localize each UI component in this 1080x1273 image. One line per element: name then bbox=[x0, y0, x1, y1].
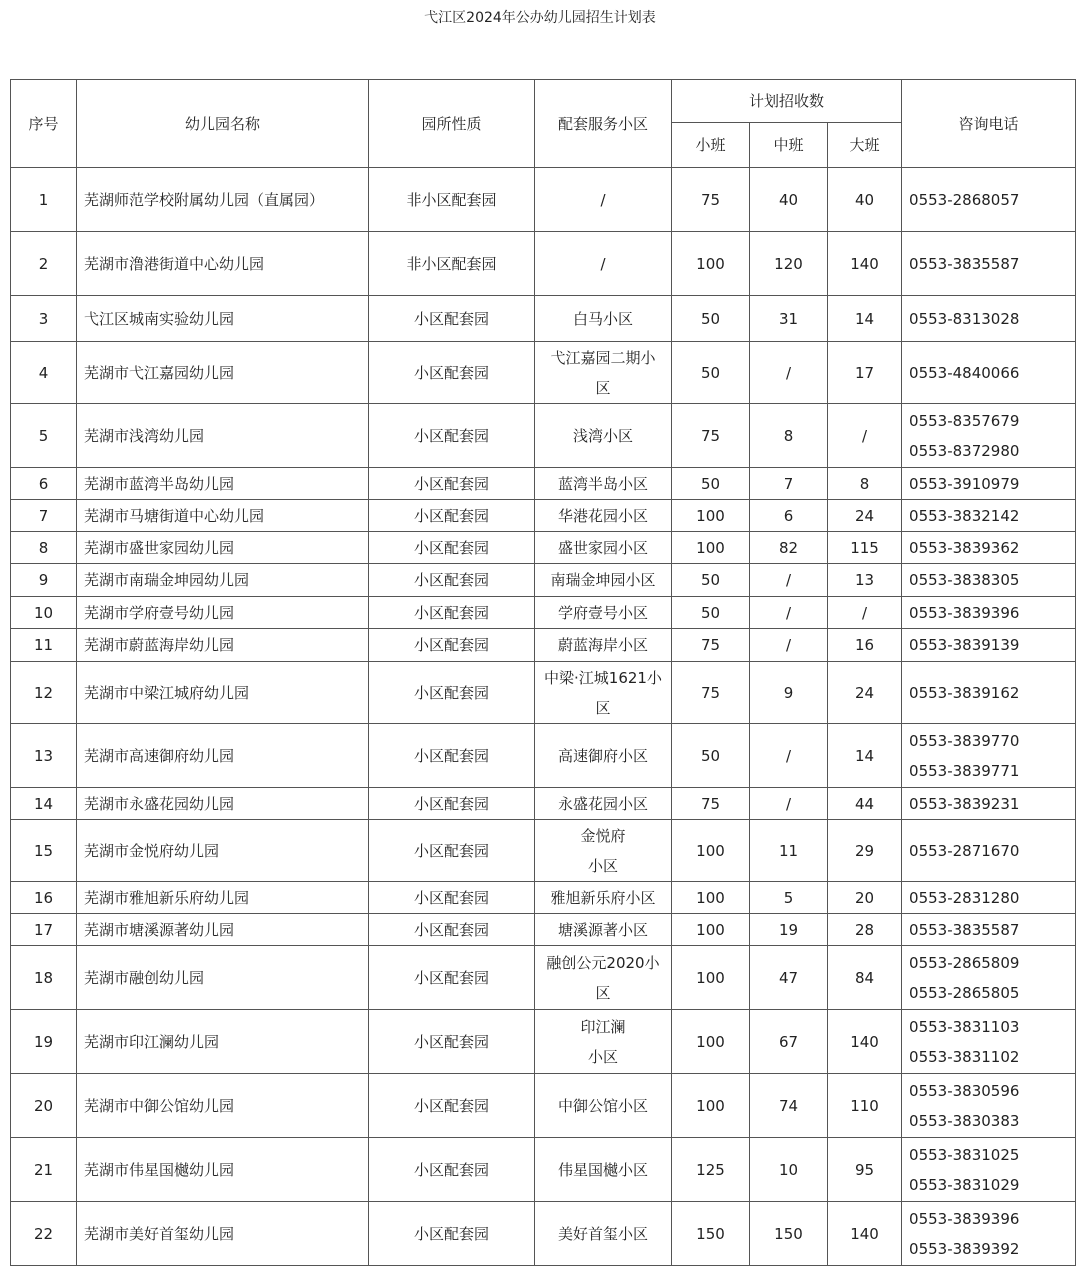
header-community: 配套服务小区 bbox=[535, 80, 672, 168]
large-class-count: 14 bbox=[828, 724, 902, 788]
small-class-count: 150 bbox=[672, 1202, 750, 1266]
community-line: 盛世家园小区 bbox=[557, 538, 648, 557]
contact-phone bbox=[902, 597, 1076, 629]
middle-class-count: 9 bbox=[750, 662, 828, 724]
large-class-count: 84 bbox=[828, 946, 902, 1010]
header-large-class: 大班 bbox=[828, 123, 902, 168]
community-line: 小区 bbox=[587, 1047, 618, 1066]
served-community bbox=[535, 468, 672, 500]
phone-number: 0553-2865805 bbox=[909, 983, 1020, 1002]
contact-phone bbox=[902, 342, 1076, 404]
header-phone: 咨询电话 bbox=[902, 80, 1076, 168]
kindergarten-name: 芜湖市南瑞金坤园幼儿园 bbox=[77, 564, 369, 597]
kindergarten-nature: 小区配套园 bbox=[369, 724, 535, 788]
row-seq: 13 bbox=[11, 724, 77, 788]
kindergarten-nature: 小区配套园 bbox=[369, 820, 535, 882]
enrollment-plan-table bbox=[10, 79, 1076, 1266]
row-seq: 4 bbox=[11, 342, 77, 404]
large-class-count: 29 bbox=[828, 820, 902, 882]
contact-phone bbox=[902, 532, 1076, 564]
phone-number: 0553-3839162 bbox=[909, 683, 1020, 702]
kindergarten-name: 芜湖市中御公馆幼儿园 bbox=[77, 1074, 369, 1138]
large-class-count: 14 bbox=[828, 296, 902, 342]
table-row bbox=[11, 564, 1076, 597]
table-row bbox=[11, 342, 1076, 404]
middle-class-count: 120 bbox=[750, 232, 828, 296]
served-community bbox=[535, 1202, 672, 1266]
header-plan: 计划招收数 bbox=[672, 80, 902, 123]
row-seq: 22 bbox=[11, 1202, 77, 1266]
kindergarten-name: 芜湖市金悦府幼儿园 bbox=[77, 820, 369, 882]
contact-phone bbox=[902, 168, 1076, 232]
kindergarten-name: 芜湖市浅湾幼儿园 bbox=[77, 404, 369, 468]
phone-number: 0553-2865809 bbox=[909, 953, 1020, 972]
kindergarten-nature: 小区配套园 bbox=[369, 500, 535, 532]
phone-number: 0553-3831025 bbox=[909, 1145, 1020, 1164]
served-community bbox=[535, 564, 672, 597]
phone-number: 0553-2868057 bbox=[909, 190, 1020, 209]
phone-number: 0553-3835587 bbox=[909, 920, 1020, 939]
community-line: 区 bbox=[595, 983, 611, 1002]
large-class-count: 110 bbox=[828, 1074, 902, 1138]
middle-class-count: 40 bbox=[750, 168, 828, 232]
community-line: 高速御府小区 bbox=[557, 746, 648, 765]
kindergarten-nature: 小区配套园 bbox=[369, 597, 535, 629]
small-class-count: 100 bbox=[672, 820, 750, 882]
phone-number: 0553-8313028 bbox=[909, 309, 1020, 328]
community-line: 金悦府 bbox=[580, 826, 626, 845]
contact-phone bbox=[902, 629, 1076, 662]
row-seq: 6 bbox=[11, 468, 77, 500]
contact-phone bbox=[902, 914, 1076, 946]
kindergarten-name: 芜湖市中梁江城府幼儿园 bbox=[77, 662, 369, 724]
phone-number: 0553-8357679 bbox=[909, 411, 1020, 430]
page-title: 弋江区2024年公办幼儿园招生计划表 bbox=[424, 10, 656, 26]
kindergarten-nature: 非小区配套园 bbox=[369, 232, 535, 296]
community-line: 白马小区 bbox=[572, 309, 633, 328]
table-row bbox=[11, 500, 1076, 532]
phone-number: 0553-3839396 bbox=[909, 1209, 1020, 1228]
large-class-count: 17 bbox=[828, 342, 902, 404]
kindergarten-name: 芜湖市学府壹号幼儿园 bbox=[77, 597, 369, 629]
middle-class-count: / bbox=[750, 788, 828, 820]
middle-class-count: 6 bbox=[750, 500, 828, 532]
kindergarten-name: 芜湖市弋江嘉园幼儿园 bbox=[77, 342, 369, 404]
phone-number: 0553-3839139 bbox=[909, 636, 1020, 654]
table-row bbox=[11, 597, 1076, 629]
phone-number: 0553-3831102 bbox=[909, 1047, 1020, 1066]
large-class-count: / bbox=[828, 404, 902, 468]
kindergarten-nature: 小区配套园 bbox=[369, 1202, 535, 1266]
served-community bbox=[535, 946, 672, 1010]
kindergarten-name: 芜湖市融创幼儿园 bbox=[77, 946, 369, 1010]
table-row bbox=[11, 532, 1076, 564]
middle-class-count: / bbox=[750, 597, 828, 629]
contact-phone bbox=[902, 564, 1076, 597]
table-row bbox=[11, 629, 1076, 662]
small-class-count: 100 bbox=[672, 1074, 750, 1138]
table-row bbox=[11, 788, 1076, 820]
row-seq: 20 bbox=[11, 1074, 77, 1138]
row-seq: 1 bbox=[11, 168, 77, 232]
large-class-count: 115 bbox=[828, 532, 902, 564]
served-community bbox=[535, 597, 672, 629]
served-community bbox=[535, 724, 672, 788]
community-line: 学府壹号小区 bbox=[557, 603, 648, 622]
kindergarten-name: 芜湖市伟星国樾幼儿园 bbox=[77, 1138, 369, 1202]
phone-number: 0553-3835587 bbox=[909, 254, 1020, 273]
contact-phone bbox=[902, 662, 1076, 724]
kindergarten-nature: 小区配套园 bbox=[369, 404, 535, 468]
row-seq: 10 bbox=[11, 597, 77, 629]
small-class-count: 100 bbox=[672, 914, 750, 946]
row-seq: 7 bbox=[11, 500, 77, 532]
row-seq: 15 bbox=[11, 820, 77, 882]
kindergarten-name: 芜湖市印江澜幼儿园 bbox=[77, 1010, 369, 1074]
served-community bbox=[535, 342, 672, 404]
small-class-count: 75 bbox=[672, 404, 750, 468]
phone-number: 0553-3831029 bbox=[909, 1175, 1020, 1194]
middle-class-count: 11 bbox=[750, 820, 828, 882]
middle-class-count: / bbox=[750, 629, 828, 662]
row-seq: 19 bbox=[11, 1010, 77, 1074]
row-seq: 12 bbox=[11, 662, 77, 724]
table-row bbox=[11, 946, 1076, 1010]
phone-number: 0553-4840066 bbox=[909, 363, 1020, 382]
kindergarten-name: 芜湖师范学校附属幼儿园（直属园） bbox=[77, 168, 369, 232]
large-class-count: 13 bbox=[828, 564, 902, 597]
contact-phone bbox=[902, 724, 1076, 788]
table-row bbox=[11, 882, 1076, 914]
row-seq: 3 bbox=[11, 296, 77, 342]
large-class-count: 8 bbox=[828, 468, 902, 500]
middle-class-count: 19 bbox=[750, 914, 828, 946]
served-community bbox=[535, 629, 672, 662]
row-seq: 21 bbox=[11, 1138, 77, 1202]
small-class-count: 50 bbox=[672, 342, 750, 404]
table-row bbox=[11, 914, 1076, 946]
served-community bbox=[535, 1074, 672, 1138]
served-community bbox=[535, 296, 672, 342]
table-row bbox=[11, 1074, 1076, 1138]
large-class-count: / bbox=[828, 597, 902, 629]
small-class-count: 75 bbox=[672, 629, 750, 662]
kindergarten-nature: 小区配套园 bbox=[369, 532, 535, 564]
served-community bbox=[535, 168, 672, 232]
middle-class-count: 47 bbox=[750, 946, 828, 1010]
table-row bbox=[11, 1010, 1076, 1074]
large-class-count: 140 bbox=[828, 232, 902, 296]
middle-class-count: 8 bbox=[750, 404, 828, 468]
header-small-class: 小班 bbox=[672, 123, 750, 168]
row-seq: 2 bbox=[11, 232, 77, 296]
community-line: 雅旭新乐府小区 bbox=[550, 888, 656, 907]
kindergarten-nature: 小区配套园 bbox=[369, 629, 535, 662]
large-class-count: 24 bbox=[828, 500, 902, 532]
small-class-count: 100 bbox=[672, 882, 750, 914]
table-row bbox=[11, 468, 1076, 500]
contact-phone bbox=[902, 788, 1076, 820]
row-seq: 8 bbox=[11, 532, 77, 564]
table-row bbox=[11, 168, 1076, 232]
kindergarten-nature: 小区配套园 bbox=[369, 564, 535, 597]
middle-class-count: 82 bbox=[750, 532, 828, 564]
community-line: 区 bbox=[595, 698, 611, 717]
served-community bbox=[535, 500, 672, 532]
middle-class-count: 67 bbox=[750, 1010, 828, 1074]
phone-number: 0553-3831103 bbox=[909, 1017, 1020, 1036]
contact-phone bbox=[902, 820, 1076, 882]
middle-class-count: 74 bbox=[750, 1074, 828, 1138]
header-name: 幼儿园名称 bbox=[77, 80, 369, 168]
contact-phone bbox=[902, 500, 1076, 532]
community-line: / bbox=[600, 190, 606, 209]
kindergarten-name: 芜湖市马塘街道中心幼儿园 bbox=[77, 500, 369, 532]
phone-number: 0553-3910979 bbox=[909, 474, 1020, 493]
community-line: 印江澜 bbox=[580, 1017, 626, 1036]
community-line: / bbox=[600, 254, 606, 273]
kindergarten-name: 芜湖市雅旭新乐府幼儿园 bbox=[77, 882, 369, 914]
contact-phone bbox=[902, 946, 1076, 1010]
phone-number: 0553-3830383 bbox=[909, 1111, 1020, 1130]
phone-number: 0553-3839362 bbox=[909, 538, 1020, 557]
kindergarten-name: 芜湖市盛世家园幼儿园 bbox=[77, 532, 369, 564]
small-class-count: 50 bbox=[672, 468, 750, 500]
small-class-count: 50 bbox=[672, 564, 750, 597]
header-nature: 园所性质 bbox=[369, 80, 535, 168]
phone-number: 0553-3832142 bbox=[909, 506, 1020, 525]
served-community bbox=[535, 662, 672, 724]
contact-phone bbox=[902, 1074, 1076, 1138]
kindergarten-nature: 小区配套园 bbox=[369, 882, 535, 914]
header-seq: 序号 bbox=[11, 80, 77, 168]
row-seq: 5 bbox=[11, 404, 77, 468]
community-line: 塘溪源著小区 bbox=[557, 920, 648, 939]
small-class-count: 75 bbox=[672, 168, 750, 232]
kindergarten-name: 芜湖市蓝湾半岛幼儿园 bbox=[77, 468, 369, 500]
phone-number: 0553-3839396 bbox=[909, 603, 1020, 622]
served-community bbox=[535, 788, 672, 820]
community-line: 中梁·江城1621小 bbox=[544, 668, 662, 687]
small-class-count: 50 bbox=[672, 724, 750, 788]
large-class-count: 24 bbox=[828, 662, 902, 724]
community-line: 蔚蓝海岸小区 bbox=[557, 636, 648, 654]
phone-number: 0553-3839770 bbox=[909, 731, 1020, 750]
large-class-count: 40 bbox=[828, 168, 902, 232]
middle-class-count: / bbox=[750, 564, 828, 597]
table-row bbox=[11, 724, 1076, 788]
row-seq: 14 bbox=[11, 788, 77, 820]
table-row bbox=[11, 232, 1076, 296]
contact-phone bbox=[902, 404, 1076, 468]
small-class-count: 50 bbox=[672, 296, 750, 342]
served-community bbox=[535, 1138, 672, 1202]
served-community bbox=[535, 820, 672, 882]
community-line: 浅湾小区 bbox=[572, 426, 633, 445]
middle-class-count: 150 bbox=[750, 1202, 828, 1266]
served-community bbox=[535, 882, 672, 914]
table-row bbox=[11, 820, 1076, 882]
row-seq: 18 bbox=[11, 946, 77, 1010]
kindergarten-nature: 小区配套园 bbox=[369, 788, 535, 820]
small-class-count: 125 bbox=[672, 1138, 750, 1202]
small-class-count: 100 bbox=[672, 232, 750, 296]
kindergarten-nature: 小区配套园 bbox=[369, 468, 535, 500]
middle-class-count: / bbox=[750, 724, 828, 788]
small-class-count: 75 bbox=[672, 662, 750, 724]
kindergarten-name: 芜湖市塘溪源著幼儿园 bbox=[77, 914, 369, 946]
small-class-count: 100 bbox=[672, 532, 750, 564]
phone-number: 0553-8372980 bbox=[909, 441, 1020, 460]
large-class-count: 20 bbox=[828, 882, 902, 914]
contact-phone bbox=[902, 468, 1076, 500]
contact-phone bbox=[902, 1138, 1076, 1202]
header-middle-class: 中班 bbox=[750, 123, 828, 168]
large-class-count: 140 bbox=[828, 1010, 902, 1074]
phone-number: 0553-2831280 bbox=[909, 888, 1020, 907]
kindergarten-nature: 小区配套园 bbox=[369, 662, 535, 724]
kindergarten-nature: 小区配套园 bbox=[369, 1074, 535, 1138]
middle-class-count: 5 bbox=[750, 882, 828, 914]
community-line: 蓝湾半岛小区 bbox=[557, 474, 648, 493]
middle-class-count: 7 bbox=[750, 468, 828, 500]
large-class-count: 44 bbox=[828, 788, 902, 820]
table-row bbox=[11, 662, 1076, 724]
contact-phone bbox=[902, 882, 1076, 914]
large-class-count: 95 bbox=[828, 1138, 902, 1202]
small-class-count: 100 bbox=[672, 946, 750, 1010]
large-class-count: 16 bbox=[828, 629, 902, 662]
served-community bbox=[535, 532, 672, 564]
header-row bbox=[11, 80, 1076, 123]
row-seq: 16 bbox=[11, 882, 77, 914]
served-community bbox=[535, 232, 672, 296]
table-row bbox=[11, 404, 1076, 468]
phone-number: 0553-2871670 bbox=[909, 841, 1020, 860]
served-community bbox=[535, 1010, 672, 1074]
phone-number: 0553-3839231 bbox=[909, 794, 1020, 813]
row-seq: 9 bbox=[11, 564, 77, 597]
large-class-count: 28 bbox=[828, 914, 902, 946]
row-seq: 17 bbox=[11, 914, 77, 946]
kindergarten-nature: 小区配套园 bbox=[369, 342, 535, 404]
middle-class-count: 31 bbox=[750, 296, 828, 342]
community-line: 美好首玺小区 bbox=[557, 1224, 648, 1243]
contact-phone bbox=[902, 1202, 1076, 1266]
kindergarten-nature: 小区配套园 bbox=[369, 296, 535, 342]
kindergarten-nature: 小区配套园 bbox=[369, 1010, 535, 1074]
kindergarten-name: 芜湖市蔚蓝海岸幼儿园 bbox=[77, 629, 369, 662]
small-class-count: 100 bbox=[672, 1010, 750, 1074]
kindergarten-name: 芜湖市美好首玺幼儿园 bbox=[77, 1202, 369, 1266]
community-line: 华港花园小区 bbox=[557, 506, 648, 525]
kindergarten-nature: 小区配套园 bbox=[369, 914, 535, 946]
phone-number: 0553-3839392 bbox=[909, 1239, 1020, 1258]
community-line: 融创公元2020小 bbox=[546, 953, 660, 972]
community-line: 中御公馆小区 bbox=[557, 1096, 648, 1115]
kindergarten-name: 芜湖市澛港街道中心幼儿园 bbox=[77, 232, 369, 296]
kindergarten-name: 芜湖市高速御府幼儿园 bbox=[77, 724, 369, 788]
middle-class-count: / bbox=[750, 342, 828, 404]
served-community bbox=[535, 914, 672, 946]
phone-number: 0553-3830596 bbox=[909, 1081, 1020, 1100]
contact-phone bbox=[902, 232, 1076, 296]
table-row bbox=[11, 296, 1076, 342]
small-class-count: 50 bbox=[672, 597, 750, 629]
phone-number: 0553-3838305 bbox=[909, 571, 1020, 589]
served-community bbox=[535, 404, 672, 468]
community-line: 区 bbox=[595, 378, 611, 397]
middle-class-count: 10 bbox=[750, 1138, 828, 1202]
community-line: 南瑞金坤园小区 bbox=[550, 571, 656, 589]
kindergarten-nature: 小区配套园 bbox=[369, 946, 535, 1010]
community-line: 伟星国樾小区 bbox=[557, 1160, 648, 1179]
contact-phone bbox=[902, 296, 1076, 342]
kindergarten-name: 弋江区城南实验幼儿园 bbox=[77, 296, 369, 342]
small-class-count: 100 bbox=[672, 500, 750, 532]
table-row bbox=[11, 1138, 1076, 1202]
row-seq: 11 bbox=[11, 629, 77, 662]
kindergarten-nature: 非小区配套园 bbox=[369, 168, 535, 232]
community-line: 小区 bbox=[587, 856, 618, 875]
large-class-count: 140 bbox=[828, 1202, 902, 1266]
community-line: 弋江嘉园二期小 bbox=[550, 348, 656, 367]
kindergarten-name: 芜湖市永盛花园幼儿园 bbox=[77, 788, 369, 820]
kindergarten-nature: 小区配套园 bbox=[369, 1138, 535, 1202]
small-class-count: 75 bbox=[672, 788, 750, 820]
contact-phone bbox=[902, 1010, 1076, 1074]
phone-number: 0553-3839771 bbox=[909, 761, 1020, 780]
community-line: 永盛花园小区 bbox=[557, 794, 648, 813]
table-row bbox=[11, 1202, 1076, 1266]
